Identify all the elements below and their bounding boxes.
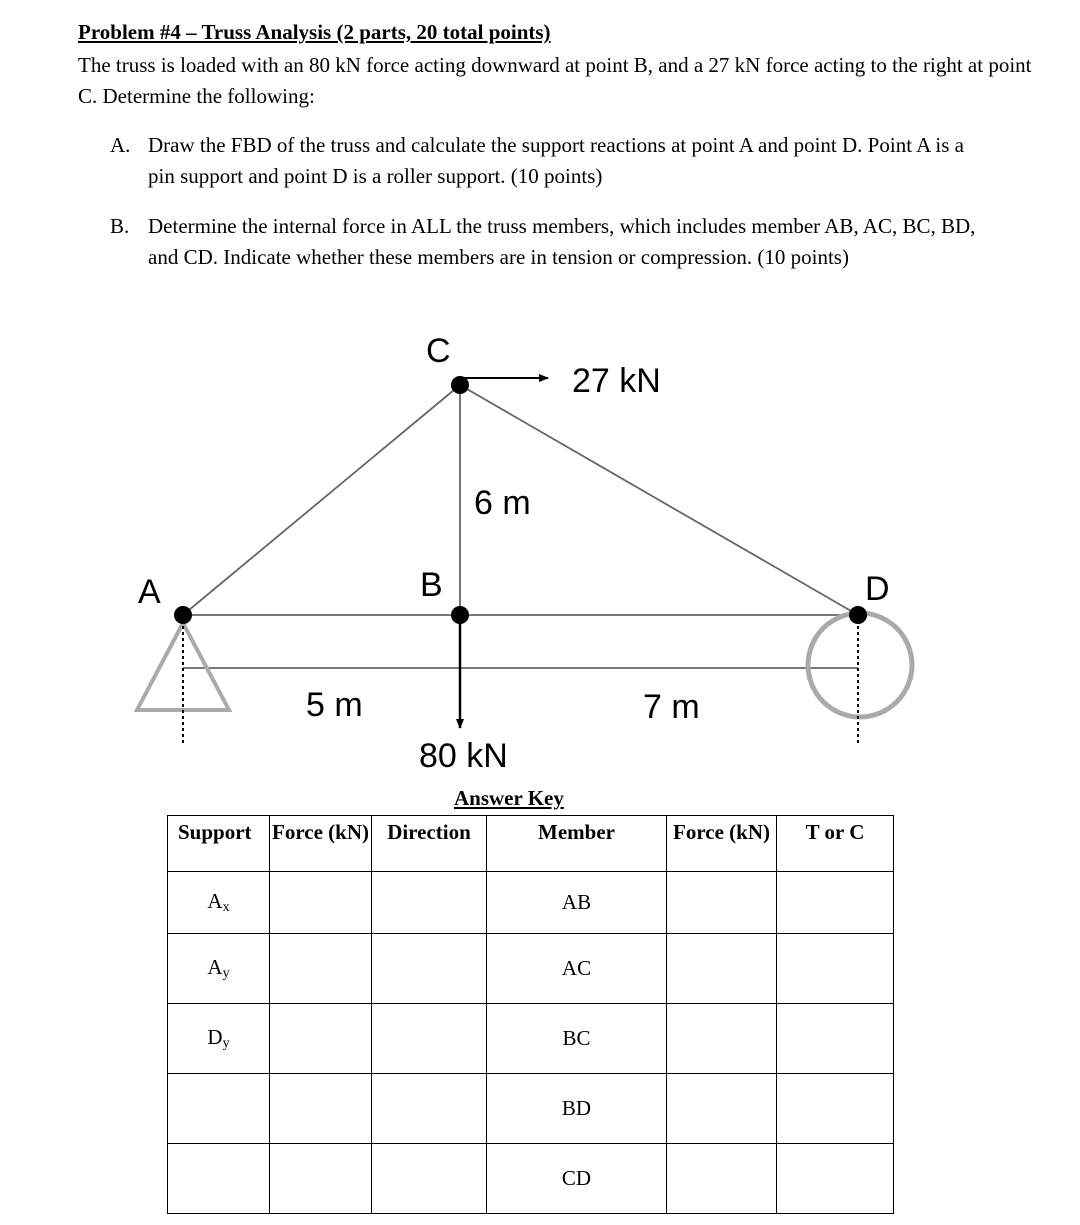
- dimension-left-span: 5 m: [306, 686, 363, 724]
- header-t-or-c: T or C: [777, 816, 894, 872]
- header-member-force: Force (kN): [667, 816, 777, 872]
- support-force-cell[interactable]: [270, 872, 372, 934]
- node-label-d: D: [865, 570, 890, 608]
- table-row: [168, 934, 894, 1004]
- t-or-c-cell[interactable]: [777, 934, 894, 1004]
- load-label-27kn: 27 kN: [572, 362, 661, 400]
- part-b: [110, 211, 990, 311]
- support-sub: x: [222, 900, 230, 915]
- direction-cell[interactable]: [372, 934, 487, 1004]
- table-row: [168, 1144, 894, 1214]
- node-label-c: C: [426, 332, 451, 370]
- support-base: D: [207, 1025, 223, 1049]
- header-support: Support: [168, 816, 270, 872]
- support-force-cell[interactable]: [270, 1144, 372, 1214]
- member-cell: BD: [487, 1074, 667, 1144]
- dimension-right-span: 7 m: [643, 688, 700, 726]
- table-row: [168, 1074, 894, 1144]
- support-force-cell[interactable]: [270, 934, 372, 1004]
- support-cell: [168, 1074, 270, 1144]
- header-support-force: Force (kN): [270, 816, 372, 872]
- member-cell: BC: [487, 1004, 667, 1074]
- t-or-c-cell[interactable]: [777, 872, 894, 934]
- support-force-cell[interactable]: [270, 1004, 372, 1074]
- support-base: A: [207, 889, 223, 913]
- member-force-cell[interactable]: [667, 934, 777, 1004]
- member-force-cell[interactable]: [667, 1144, 777, 1214]
- t-or-c-cell[interactable]: [777, 1004, 894, 1074]
- node-b: [451, 606, 469, 624]
- node-d: [849, 606, 867, 624]
- pin-support-a: [137, 623, 229, 710]
- direction-cell[interactable]: [372, 1004, 487, 1074]
- member-force-cell[interactable]: [667, 1004, 777, 1074]
- support-cell: [168, 1144, 270, 1214]
- member-ac: [183, 385, 460, 615]
- table-row: [168, 1004, 894, 1074]
- truss-diagram: [0, 320, 1080, 785]
- header-direction: Direction: [372, 816, 487, 872]
- table-row: [168, 872, 894, 934]
- part-a-letter: A.: [110, 133, 131, 157]
- roller-support-d: [808, 613, 912, 717]
- part-a-text: Draw the FBD of the truss and calculate the support reactions at point A and point D. Point A is a pin support and point D is a roller support. (10 points): [148, 133, 964, 188]
- member-cell: AC: [487, 934, 667, 1004]
- member-force-cell[interactable]: [667, 1074, 777, 1144]
- support-cell: [168, 1004, 270, 1074]
- node-label-b: B: [420, 566, 443, 604]
- answer-table: [167, 815, 894, 1214]
- node-a: [174, 606, 192, 624]
- problem-intro: The truss is loaded with an 80 kN force acting downward at point B, and a 27 kN force acting to the right at point C. Determine the following:: [78, 53, 1032, 108]
- node-c: [451, 376, 469, 394]
- direction-cell[interactable]: [372, 872, 487, 934]
- support-cell: [168, 934, 270, 1004]
- answer-key-title: Answer Key: [454, 786, 564, 810]
- support-force-cell[interactable]: [270, 1074, 372, 1144]
- part-b-letter: B.: [110, 214, 130, 238]
- header-member: Member: [487, 816, 667, 872]
- problem-heading: Problem #4 – Truss Analysis (2 parts, 20 total points): [78, 20, 551, 44]
- direction-cell[interactable]: [372, 1144, 487, 1214]
- t-or-c-cell[interactable]: [777, 1074, 894, 1144]
- t-or-c-cell[interactable]: [777, 1144, 894, 1214]
- member-force-cell[interactable]: [667, 872, 777, 934]
- support-cell: [168, 872, 270, 934]
- direction-cell[interactable]: [372, 1074, 487, 1144]
- load-label-80kn: 80 kN: [419, 737, 508, 775]
- support-base: A: [207, 955, 223, 979]
- support-sub: y: [222, 966, 230, 981]
- member-cell: AB: [487, 872, 667, 934]
- node-label-a: A: [138, 573, 161, 611]
- support-sub: y: [222, 1036, 230, 1051]
- member-cell: CD: [487, 1144, 667, 1214]
- part-b-text: Determine the internal force in ALL the truss members, which includes member AB, AC, BC, BD, and CD. Indicate whether these members are in tension or compression. (10 points): [148, 214, 976, 269]
- part-a: [110, 130, 990, 200]
- dimension-height: 6 m: [474, 484, 531, 522]
